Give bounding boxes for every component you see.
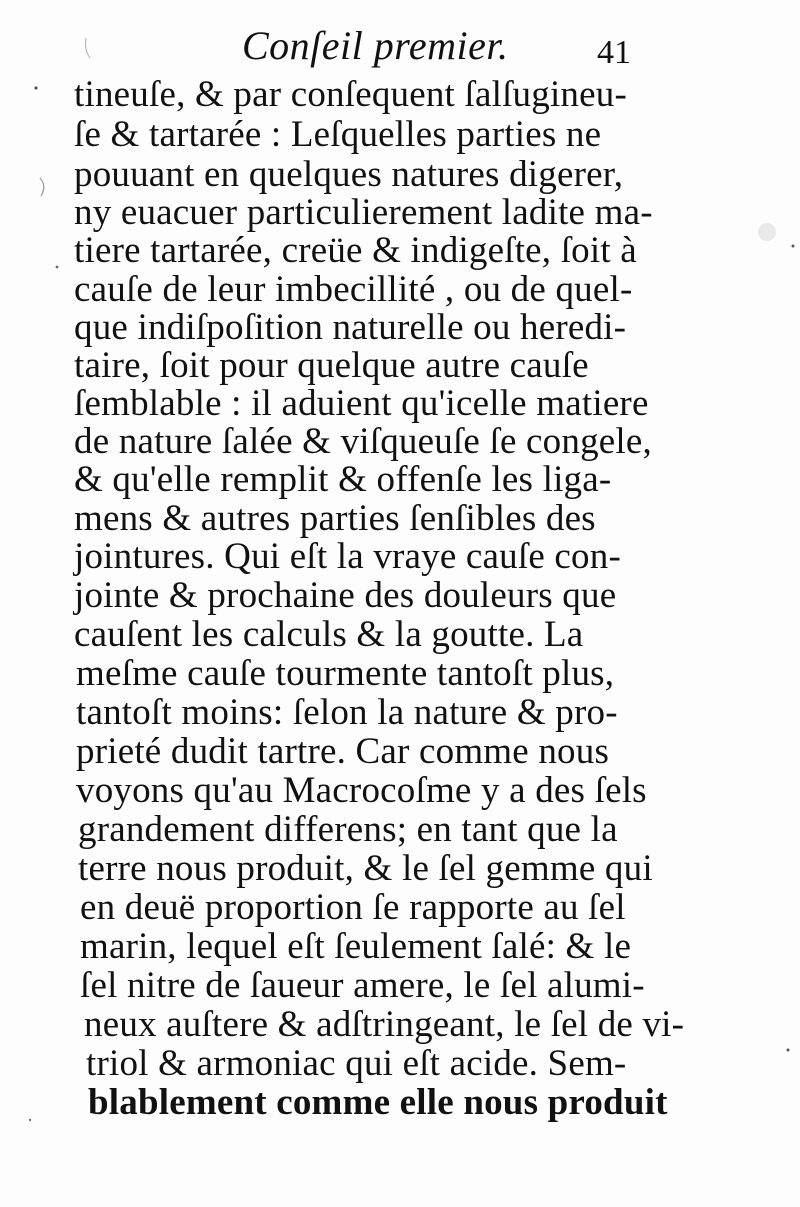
text-line: meſme cauſe tourmente tantoſt plus,	[76, 653, 615, 694]
text-line: ny euacuer particulierement ladite ma-	[74, 192, 653, 233]
text-line: & qu'elle remplit & offenſe les liga-	[74, 459, 612, 500]
page-number: 41	[597, 34, 631, 71]
text-line: triol & armoniac qui eſt acide. Sem-	[86, 1043, 627, 1084]
text-line: en deuë proportion ſe rapporte au ſel	[80, 887, 626, 928]
text-line: tineuſe, & par conſequent ſalſugineu-	[74, 74, 627, 115]
text-line: jointures. Qui eſt la vraye cauſe con-	[74, 536, 621, 577]
text-line: taire, ſoit pour quelque autre cauſe	[74, 345, 589, 386]
text-line: de nature ſalée & viſqueuſe ſe congele,	[74, 421, 652, 462]
text-line: pouuant en quelques natures digerer,	[74, 154, 624, 195]
running-title: Conſeil premier.	[242, 23, 509, 68]
text-line: prieté dudit tartre. Car comme nous	[76, 731, 610, 772]
text-line: neux auſtere & adſtringeant, le ſel de vi-	[84, 1004, 685, 1045]
text-line: voyons qu'au Macrocoſme y a des ſels	[76, 770, 647, 811]
text-line: jointe & prochaine des douleurs que	[74, 575, 617, 616]
text-line: tiere tartarée, creüe & indigeſte, ſoit à	[74, 230, 637, 271]
text-line: grandement differens; en tant que la	[78, 809, 618, 850]
text-line: cauſe de leur imbecillité , ou de quel-	[74, 269, 633, 310]
text-line: terre nous produit, & le ſel gemme qui	[78, 848, 653, 889]
text-line: ſel nitre de ſaueur amere, le ſel alumi-	[80, 965, 645, 1006]
text-line: marin, lequel eſt ſeulement ſalé: & le	[80, 926, 632, 967]
text-line: cauſent les calculs & la goutte. La	[74, 614, 584, 655]
text-line: que indiſpoſition naturelle ou heredi-	[74, 307, 627, 348]
text-line: ſe & tartarée : Leſquelles parties ne	[74, 114, 602, 155]
text-line: tantoſt moins: ſelon la nature & pro-	[76, 692, 618, 733]
text-line: blablement comme elle nous produit	[88, 1082, 668, 1123]
text-line: ſemblable : il aduient qu'icelle matiere	[74, 383, 649, 424]
text-line: mens & autres parties ſenſibles des	[74, 498, 596, 539]
